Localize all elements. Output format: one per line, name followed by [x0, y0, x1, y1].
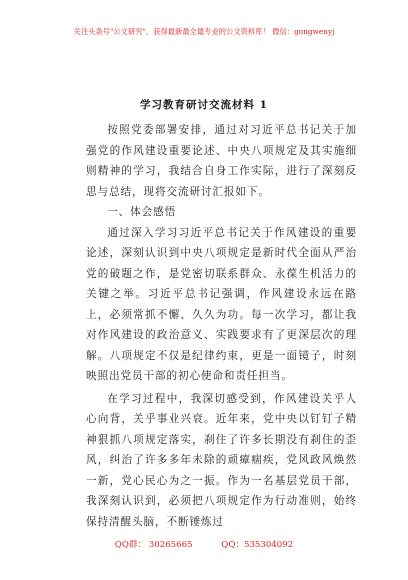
body-paragraph: 按照党委部署安排，通过对习近平总书记关于加强党的作风建设重要论述、中央八项规定及其实施细则精神的学习，我结合自身工作实际，进行了深刻反思与总结，现将交流研讨汇报如下。 [86, 124, 357, 198]
document-title: 学习教育研讨交流材料 1 [140, 99, 268, 111]
footer-qq: QQ：535304092 [221, 540, 294, 550]
footer-qq-group: QQ群： 30265665 [114, 540, 193, 550]
document-body [86, 120, 357, 532]
header-promo-note: 关注头条号"公文研究"，获得最新最全最专业的公文资料库！ 微信：gongwenyj [73, 27, 335, 36]
section-heading: 一、体会感悟 [107, 206, 177, 218]
footer-contact [0, 538, 408, 550]
body-paragraph: 在学习过程中，我深切感受到，作风建设关乎人心向背，关乎事业兴衰。近年来，党中央以钉钉子精神狠抓八项规定落实，刹住了许多长期没有刹住的歪风，纠治了许多多年未除的顽瘴痼疾，党风政风焕然一新，党心民心为之一振。作为一名基层党员干部，我深刻认识到，必须把八项规定作为行动准则，始终保持清醒头脑，不断锤炼过 [86, 392, 357, 528]
body-paragraph: 通过深入学习习近平总书记关于作风建设的重要论述，深刻认识到中央八项规定是新时代全面从严治党的破题之作，是党密切联系群众、永葆生机活力的关键之举。习近平总书记强调，作风建设永远在路上，必须常抓不懈、久久为功。每一次学习，都让我对作风建设的政治意义、实践要求有了更深层次的理解。八项规定不仅是纪律约束，更是一面镜子，时刻映照出党员干部的初心使命和责任担当。 [86, 226, 357, 382]
